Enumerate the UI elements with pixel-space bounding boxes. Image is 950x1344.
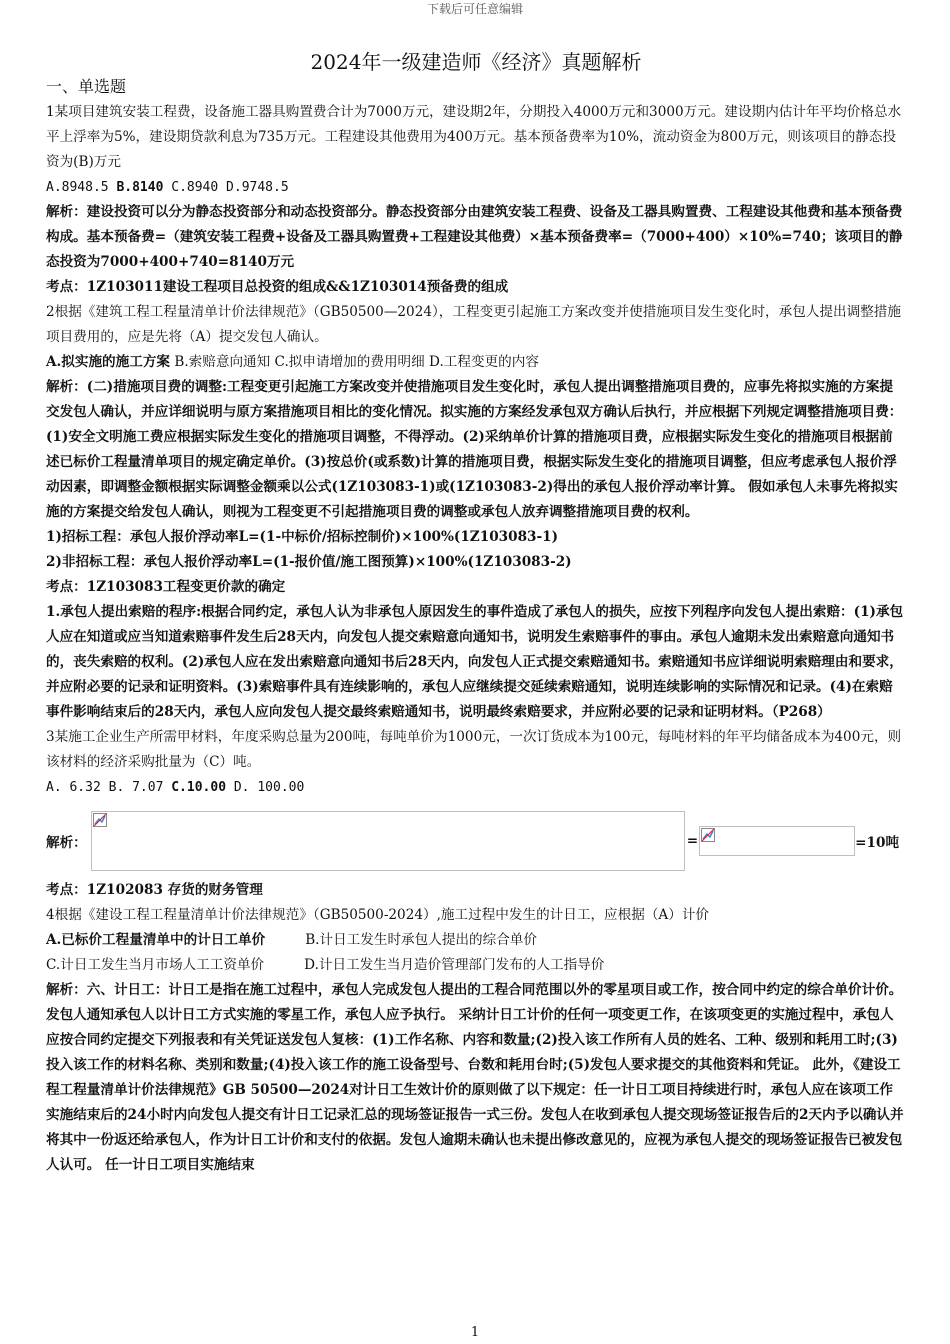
q3-option-c: C.10.00: [171, 780, 227, 795]
q3-analysis-label: 解析：: [46, 835, 87, 851]
q3-formula-row: [46, 808, 906, 874]
header-note: 下载后可任意编辑: [426, 2, 523, 16]
q3-equals-sign: =: [686, 833, 699, 849]
page-number: 1: [470, 1325, 480, 1340]
q1-option-cd: C.8940 D.9748.5: [171, 180, 289, 195]
q2-claim-procedure: 1.承包人提出索赔的程序:根据合同约定，承包人认为非承包人原因发生的事件造成了承包人的损失，应按下列程序向发包人提出索赔：(1)承包人应在知道或应当知道索赔事件发生后28天内，向发包人提交索赔意向通知书，说明发生索赔事件的事由。承包人逾期未发出索赔意向通知书的，丧失索赔的权利。(2)承包人应在发出索赔意向通知书后28天内，向发包人正式提交索赔通知书。索赔通知书应详细说明索赔理由和要求，并应附必要的记录和证明资料。(3)索赔事件具有连续影响的，承包人应继续提交延续索赔通知，说明连续影响的实际情况和记录。(4)在索赔事件影响结束后的28天内，承包人应向发包人提交最终索赔通知书，说明最终索赔要求，并应附必要的记录和证明材料。（P268）: [46, 604, 904, 720]
q4-option-b: B.计日工发生时承包人提出的综合单价: [305, 932, 537, 948]
q4-options-row-1: [46, 928, 906, 953]
document-body: [46, 48, 906, 1178]
q4-stem: 4根据《建设工程工程量清单计价法律规范》（GB50500-2024）,施工过程中发生的计日工，应根据（A）计价: [46, 907, 710, 923]
q4-option-a: A.已标价工程量清单中的计日工单价: [46, 932, 266, 948]
q1-stem: 1某项目建筑安装工程费，设备施工器具购置费合计为7000万元，建设期2年，分期投入4000万元和3000万元。建设期内估计年平均价格总水平上浮率为5%，建设期贷款利息为735万元。工程建设其他费用为400万元。基本预备费率为10%，流动资金为800万元，则该项目的静态投资为(B)万元: [46, 104, 902, 170]
q2-formula-1: 1)招标工程：承包人报价浮动率L=(1-中标价/招标控制价)×100%(1Z103083-1): [46, 529, 559, 545]
page-title: 2024年一级建造师《经济》真题解析: [310, 50, 642, 74]
section-heading: 一、单选题: [46, 77, 127, 96]
q2-option-rest: B.索赔意向通知 C.拟申请增加的费用明细 D.工程变更的内容: [170, 354, 539, 370]
formula-image-placeholder-2: [699, 826, 855, 856]
q2-stem: 2根据《建筑工程工程量清单计价法律规范》（GB50500—2024），工程变更引起施工方案改变并使措施项目发生变化时，承包人提出调整措施项目费用的，应是先将（A）提交发包人确认。: [46, 304, 901, 345]
q1-analysis: 解析：建设投资可以分为静态投资部分和动态投资部分。静态投资部分由建筑安装工程费、设备及工器具购置费、工程建设其他费和基本预备费构成。基本预备费=（建筑安装工程费+设备及工器具购置费+工程建设其他费）×基本预备费率=（7000+400）×10%=740；该项目的静态投资为7000+400+740=8140万元: [46, 204, 903, 270]
q1-options: [46, 175, 906, 200]
q2-option-a: A.拟实施的施工方案: [46, 354, 171, 370]
q3-options: [46, 775, 906, 800]
q3-option-d: D. 100.00: [226, 780, 305, 795]
q3-point: 考点：1Z102083 存货的财务管理: [46, 882, 263, 898]
q2-analysis: 解析：(二)措施项目费的调整:工程变更引起施工方案改变并使措施项目发生变化时，承包人提出调整措施项目费的，应事先将拟实施的方案提交发包人确认，并应详细说明与原方案措施项目相比的变化情况。拟实施的方案经发承包双方确认后执行，并应根据下列规定调整措施项目费：(1)安全文明施工费应根据实际发生变化的措施项目调整，不得浮动。(2)采纳单价计算的措施项目费，应根据实际发生变化的措施项目根据前述已标价工程量清单项目的规定确定单价。(3)按总价(或系数)计算的措施项目费，根据实际发生变化的措施项目调整，但应考虑承包人报价浮动因素，即调整金额根据实际调整金额乘以公式(1Z103083-1)或(1Z103083-2)得出的承包人报价浮动率计算。 假如承包人未事先将拟实施的方案提交给发包人确认，则视为工程变更不引起措施项目费的调整或承包人放弃调整措施项目费的权利。: [46, 379, 903, 520]
broken-image-icon: [701, 828, 715, 842]
q2-point: 考点：1Z103083工程变更价款的确定: [46, 579, 286, 595]
q4-option-c: C.计日工发生当月市场人工工资单价: [46, 957, 265, 973]
q3-option-ab: A. 6.32 B. 7.07: [46, 780, 172, 795]
broken-image-icon: [93, 813, 107, 827]
q2-options: [46, 350, 906, 375]
q1-option-b: B.8140: [116, 180, 164, 195]
q1-option-a: A.8948.5: [46, 180, 109, 195]
formula-image-placeholder: [91, 811, 685, 871]
q3-result: =10吨: [855, 835, 900, 851]
q2-formula-2: 2)非招标工程：承包人报价浮动率L=(1-报价值/施工图预算)×100%(1Z103083-2): [46, 554, 572, 570]
q4-option-d: D.计日工发生当月造价管理部门发布的人工指导价: [304, 957, 605, 973]
q3-stem: 3某施工企业生产所需甲材料，年度采购总量为200吨，每吨单价为1000元，一次订货成本为100元，每吨材料的年平均储备成本为400元，则该材料的经济采购批量为（C）吨。: [46, 729, 902, 770]
q4-analysis: 解析：六、计日工：计日工是指在施工过程中，承包人完成发包人提出的工程合同范围以外的零星项目或工作，按合同中约定的综合单价计价。发包人通知承包人以计日工方式实施的零星工作，承包人应予执行。 采纳计日工计价的任何一项变更工作，在该项变更的实施过程中，承包人应按合同约定提交下列报表和有关凭证送发包人复核：(1)工作名称、内容和数量;(2)投入该工作所有人员的姓名、工种、级别和耗用工时;(3)投入该工作的材料名称、类别和数量;(4)投入该工作的施工设备型号、台数和耗用台时;(5)发包人要求提交的其他资料和凭证。 此外，《建设工程工程量清单计价法律规范》GB 50500—2024对计日工生效计价的原则做了以下规定：任一计日工项目持续进行时，承包人应在该项工作实施结束后的24小时内向发包人提交有计日工记录汇总的现场签证报告一式三份。发包人在收到承包人提交现场签证报告后的2天内予以确认并将其中一份返还给承包人，作为计日工计价和支付的依据。发包人逾期未确认也未提出修改意见的，应视为承包人提交的现场签证报告已被发包人认可。 任一计日工项目实施结束: [46, 982, 904, 1173]
q1-point: 考点：1Z103011建设工程项目总投资的组成&&1Z103014预备费的组成: [46, 279, 509, 295]
q4-options-row-2: [46, 953, 906, 978]
